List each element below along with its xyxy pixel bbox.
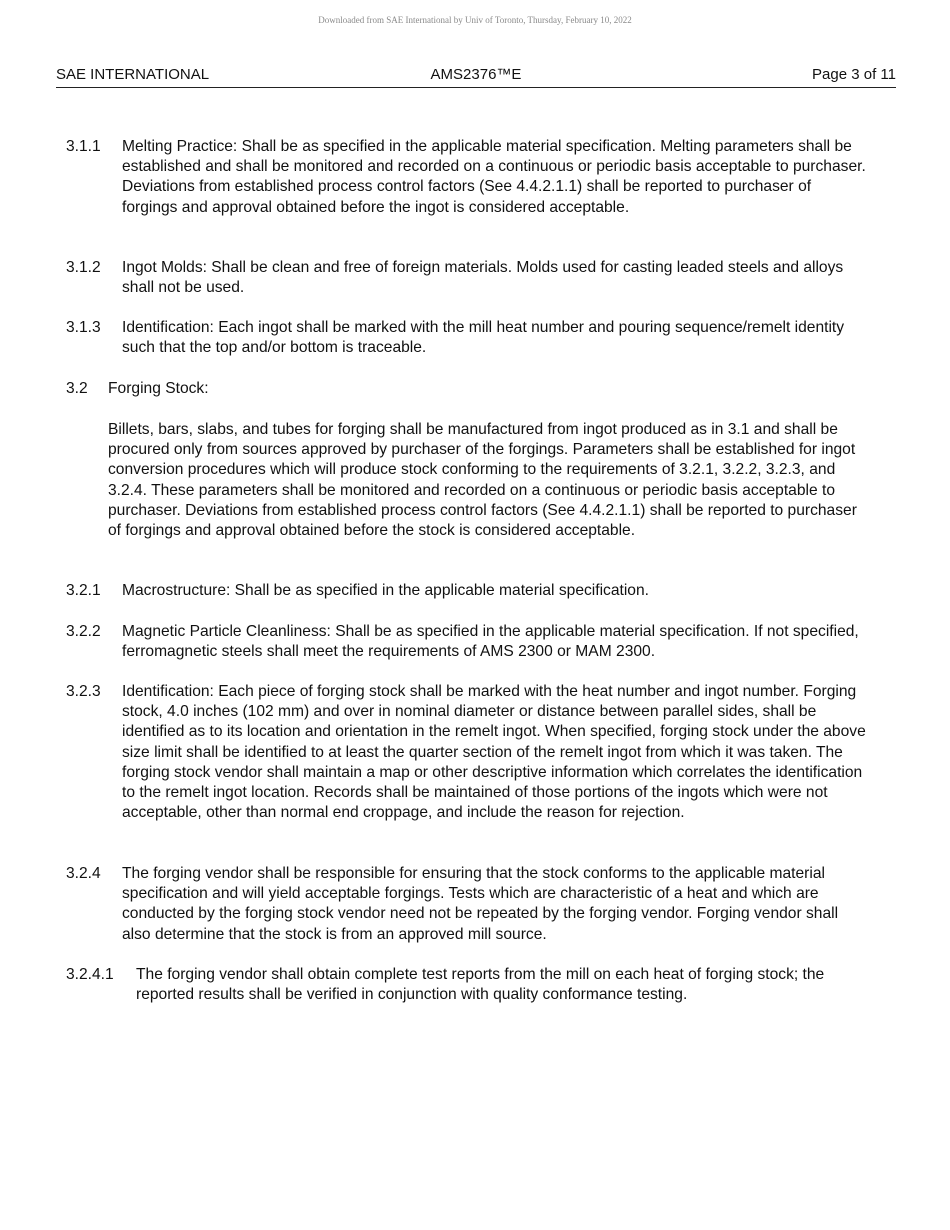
section-number: 3.2.3 [66, 683, 101, 700]
section-text: Identification: Each piece of forging stock shall be marked with the heat number and ingot number. Forging stock, 4.0 inches (102 mm) and over in nominal diameter or distance between parallel sides, shall be identified as to its location and orientation in the remelt ingot. When specified, forging stock under the above size limit shall be identified to at least the quarter section of the remelt ingot from which it was taken. The forging stock vendor shall maintain a map or other descriptive information which correlates the identification to the remelt ingot location. Records shall be maintained of those portions of the ingots which were not acceptable, other than normal end croppage, and include the reason for rejection. [122, 683, 866, 822]
section-3-2-body [108, 420, 866, 541]
section-text: The forging vendor shall obtain complete test reports from the mill on each heat of forging stock; the reported results shall be verified in conjunction with quality conformance testing. [136, 966, 825, 1004]
section-3-1-3 [66, 318, 866, 358]
section-heading: Forging Stock: [108, 380, 209, 397]
section-text: Melting Practice: Shall be as specified in the applicable material specification. Melting parameters shall be established and shall be monitored and recorded on a continuous or periodic basis acceptable to purchaser. Deviations from established process control factors (See 4.4.2.1.1) shall be reported to purchaser of forgings and approval obtained before the ingot is considered acceptable. [122, 138, 866, 216]
section-number: 3.2.2 [66, 623, 101, 640]
section-number: 3.2 [66, 380, 88, 397]
section-number: 3.1.1 [66, 138, 101, 155]
section-number: 3.2.1 [66, 582, 101, 599]
section-3-2-4 [66, 864, 866, 945]
section-3-2 [66, 379, 866, 399]
document-number: AMS2376™E [430, 66, 522, 83]
publisher-name: SAE INTERNATIONAL [56, 66, 210, 83]
section-text: Identification: Each ingot shall be marked with the mill heat number and pouring sequence/remelt identity such that the top and/or bottom is traceable. [122, 319, 845, 357]
section-3-2-4-1 [66, 965, 872, 1005]
section-text: The forging vendor shall be responsible for ensuring that the stock conforms to the applicable material specification and will yield acceptable forgings. Tests which are characteristic of a heat and which are conducted by the forging stock vendor need not be repeated by the forging vendor. Forging vendor shall also determine that the stock is from an approved mill source. [122, 865, 839, 943]
section-3-2-1 [66, 581, 866, 601]
section-3-2-2 [66, 622, 866, 662]
section-3-1-1 [66, 137, 866, 218]
page-number: Page 3 of 11 [812, 66, 896, 83]
section-number: 3.2.4 [66, 865, 101, 882]
section-3-2-3 [66, 682, 866, 823]
section-text: Ingot Molds: Shall be clean and free of foreign materials. Molds used for casting leaded steels and alloys shall not be used. [122, 259, 844, 297]
section-text: Billets, bars, slabs, and tubes for forging shall be manufactured from ingot produced as in 3.1 and shall be procured only from sources approved by purchaser of the forgings. Parameters shall be established for ingot conversion procedures which will produce stock conforming to the requirements of 3.2.1, 3.2.2, 3.2.3, and 3.2.4. These parameters shall be monitored and recorded on a continuous or periodic basis acceptable to purchaser. Deviations from established process control factors (See 4.4.2.1.1) shall be reported to purchaser of forgings and approval obtained before the stock is considered acceptable. [108, 421, 857, 540]
download-watermark: Downloaded from SAE International by Univ of Toronto, Thursday, February 10, 2022 [318, 15, 632, 25]
section-text: Macrostructure: Shall be as specified in the applicable material specification. [122, 582, 649, 599]
page-header [56, 66, 896, 88]
section-text: Magnetic Particle Cleanliness: Shall be as specified in the applicable material specification. If not specified, ferromagnetic steels shall meet the requirements of AMS 2300 or MAM 2300. [122, 623, 859, 661]
section-number: 3.1.3 [66, 319, 101, 336]
section-number: 3.2.4.1 [66, 966, 114, 983]
section-number: 3.1.2 [66, 259, 101, 276]
section-3-1-2 [66, 258, 866, 298]
